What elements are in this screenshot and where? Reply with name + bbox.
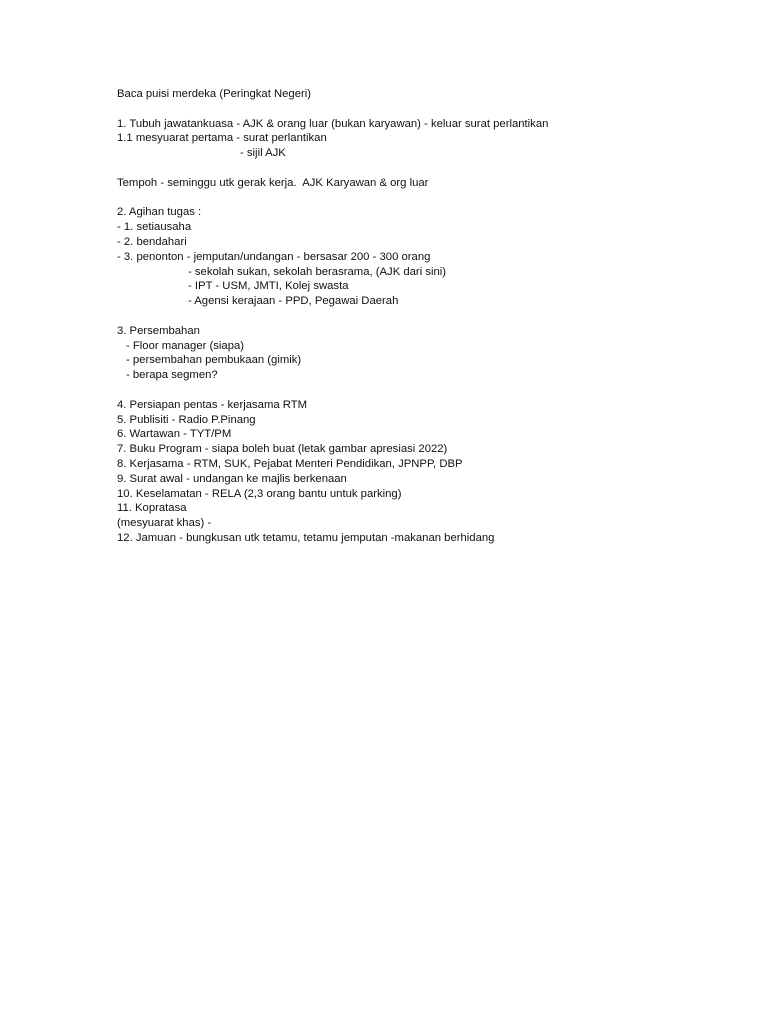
list-item: 6. Wartawan - TYT/PM [117, 428, 232, 441]
blank-line [117, 102, 737, 117]
section2-item: - 3. penonton - jemputan/undangan - bersasar 200 - 300 orang [117, 250, 431, 263]
penonton-sub-item: - sekolah sukan, sekolah berasrama, (AJK dari sini) [188, 265, 447, 278]
section3-item: - berapa segmen? [126, 369, 218, 382]
blank-line [117, 383, 737, 398]
list-item: 9. Surat awal - undangan ke majlis berkenaan [117, 472, 347, 485]
section3-item: - persembahan pembukaan (gimik) [126, 354, 302, 367]
blank-line [117, 161, 737, 176]
section1-item1-1: 1.1 mesyuarat pertama - surat perlantikan [117, 132, 327, 145]
list-item: 7. Buku Program - siapa boleh buat (letak gambar apresiasi 2022) [117, 443, 448, 456]
list-item: 4. Persiapan pentas - kerjasama RTM [117, 398, 308, 411]
section3-heading: 3. Persembahan [117, 324, 200, 337]
list-item: 12. Jamuan - bungkusan utk tetamu, tetamu jemputan -makanan berhidang [117, 531, 495, 544]
section2-heading: 2. Agihan tugas : [117, 206, 202, 219]
document-title: Baca puisi merdeka (Peringkat Negeri) [117, 88, 312, 100]
blank-line [117, 309, 737, 324]
section3-item: - Floor manager (siapa) [126, 339, 245, 352]
list-item: 10. Keselamatan - RELA (2,3 orang bantu untuk parking) [117, 487, 402, 500]
penonton-sub-item: - IPT - USM, JMTI, Kolej swasta [188, 280, 349, 293]
section2-item: - 1. setiausaha [117, 221, 192, 234]
section2-item: - 2. bendahari [117, 235, 187, 248]
document-body [117, 87, 737, 546]
list-item: 5. Publisiti - Radio P.Pinang [117, 413, 256, 426]
tempoh-line: Tempoh - seminggu utk gerak kerja. AJK Karyawan & org luar [117, 176, 429, 189]
list-item: (mesyuarat khas) - [117, 517, 212, 530]
section1-item1: 1. Tubuh jawatankuasa - AJK & orang luar (bukan karyawan) - keluar surat perlantikan [117, 117, 549, 130]
list-item: 8. Kerjasama - RTM, SUK, Pejabat Menteri Pendidikan, JPNPP, DBP [117, 457, 463, 470]
section1-item1-1-sub: - sijil AJK [240, 147, 286, 160]
list-item: 11. Kopratasa [117, 502, 187, 515]
blank-line [117, 191, 737, 206]
penonton-sub-item: - Agensi kerajaan - PPD, Pegawai Daerah [188, 295, 399, 308]
